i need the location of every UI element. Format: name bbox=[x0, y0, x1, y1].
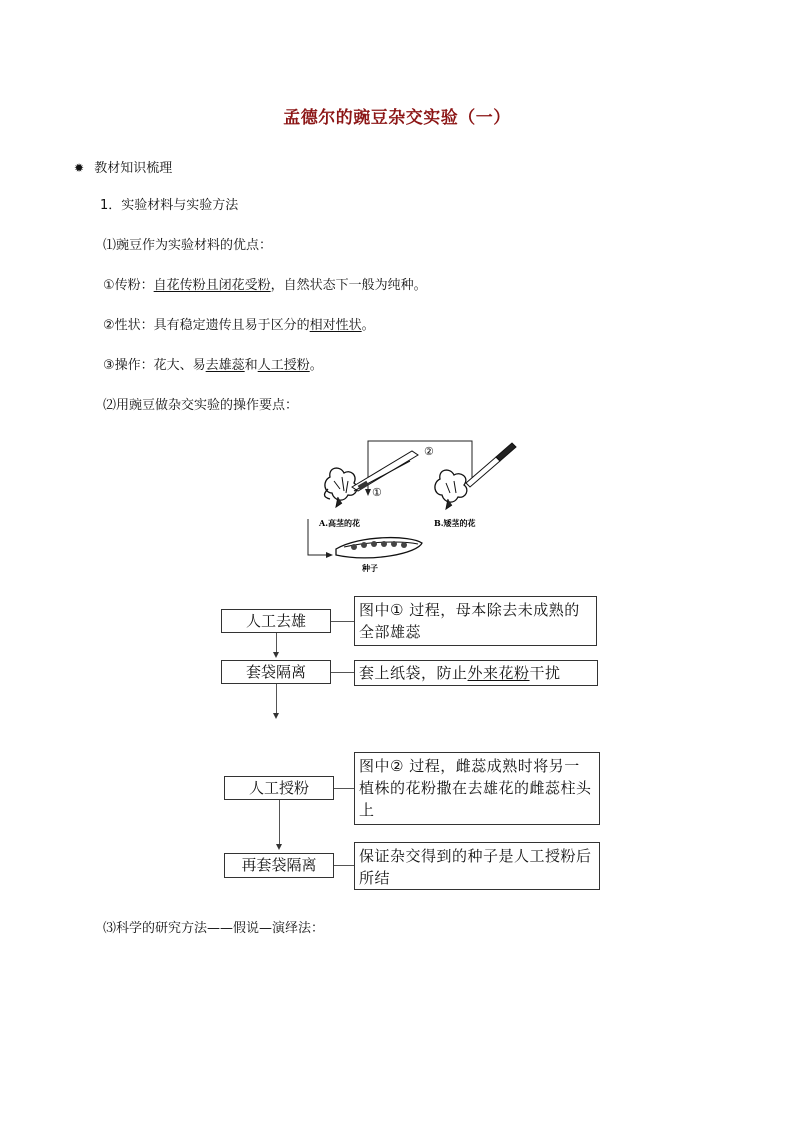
point-operation-answer-2: 人工授粉 bbox=[257, 358, 310, 373]
flow-connector-3 bbox=[334, 788, 354, 789]
subheading-3: ⑶科学的研究方法——假说—演绎法： bbox=[103, 921, 325, 936]
point-pollination-prefix: ①传粉： bbox=[103, 278, 154, 293]
flow-arrow-2-line bbox=[276, 684, 277, 714]
label-flower-a: A.高茎的花 bbox=[319, 518, 360, 528]
item-1-label: 实验材料与实验方法 bbox=[121, 198, 239, 213]
flow-connector-1 bbox=[331, 621, 354, 622]
flow-connector-2 bbox=[331, 672, 354, 673]
point-traits bbox=[103, 317, 375, 335]
point-traits-answer: 相对性状 bbox=[309, 318, 362, 333]
point-operation bbox=[103, 357, 323, 375]
point-pollination-answer: 自花传粉且闭花受粉 bbox=[153, 278, 271, 293]
point-operation-suffix: 。 bbox=[309, 358, 323, 373]
flow-step-rebagging: 再套袋隔离 bbox=[224, 853, 334, 878]
point-operation-middle: 和 bbox=[244, 358, 258, 373]
flow-note-pollination: 图中② 过程，雌蕊成熟时将另一植株的花粉撒在去雄花的雌蕊柱头上 bbox=[354, 752, 600, 825]
point-traits-prefix: ②性状：具有稳定遗传且易于区分的 bbox=[103, 318, 310, 333]
subheading-1: ⑴豌豆作为实验材料的优点： bbox=[103, 238, 273, 253]
seed-arrowhead bbox=[326, 552, 333, 558]
flow-note-rebagging: 保证杂交得到的种子是人工授粉后所结 bbox=[354, 842, 600, 890]
marker-1-text: ① bbox=[372, 486, 382, 499]
flow-step-bagging: 套袋隔离 bbox=[221, 660, 331, 684]
subheading-2: ⑵用豌豆做杂交实验的操作要点： bbox=[103, 398, 299, 413]
label-flower-b: B.矮茎的花 bbox=[434, 518, 476, 528]
flow-note-bagging-prefix: 套上纸袋，防止 bbox=[359, 664, 468, 682]
flow-step-emasculation: 人工去雄 bbox=[221, 609, 331, 633]
point-operation-prefix: ③操作：花大、易 bbox=[103, 358, 206, 373]
section-heading bbox=[74, 159, 172, 178]
page-title: 孟德尔的豌豆杂交实验（一） bbox=[283, 108, 511, 128]
seed-pod bbox=[336, 538, 422, 558]
short-stem-flower bbox=[435, 470, 467, 509]
flow-arrow-1-line bbox=[276, 633, 277, 653]
flow-step-pollination: 人工授粉 bbox=[224, 776, 334, 800]
flow-note-bagging bbox=[354, 660, 598, 686]
point-pollination-suffix: ，自然状态下一般为纯种。 bbox=[270, 278, 427, 293]
flow-note-bagging-answer: 外来花粉 bbox=[467, 664, 530, 682]
flow-arrow-3-head bbox=[276, 844, 282, 850]
flow-connector-4 bbox=[334, 865, 354, 866]
flow-note-emasculation: 图中① 过程，母本除去未成熟的全部雄蕊 bbox=[354, 596, 597, 646]
item-1-heading bbox=[100, 197, 238, 215]
label-seed: 种子 bbox=[362, 563, 378, 573]
pea-cross-svg bbox=[300, 437, 520, 577]
marker-2-text: ② bbox=[424, 445, 434, 458]
section-heading-label: 教材知识梳理 bbox=[94, 161, 173, 176]
pollination-brush bbox=[466, 443, 516, 487]
flow-note-bagging-suffix: 干扰 bbox=[529, 664, 561, 682]
flow-arrow-3-line bbox=[279, 800, 280, 845]
flow-arrow-1-head bbox=[273, 652, 279, 658]
pea-cross-illustration bbox=[300, 437, 520, 577]
section-bullet-icon: ✹ bbox=[74, 161, 85, 175]
flow-arrow-2-head bbox=[273, 713, 279, 719]
transfer-arrowhead bbox=[365, 489, 371, 496]
point-traits-suffix: 。 bbox=[361, 318, 375, 333]
point-operation-answer-1: 去雄蕊 bbox=[205, 358, 245, 373]
item-1-number: 1． bbox=[100, 198, 122, 213]
point-pollination bbox=[103, 277, 427, 295]
forceps bbox=[352, 451, 418, 491]
